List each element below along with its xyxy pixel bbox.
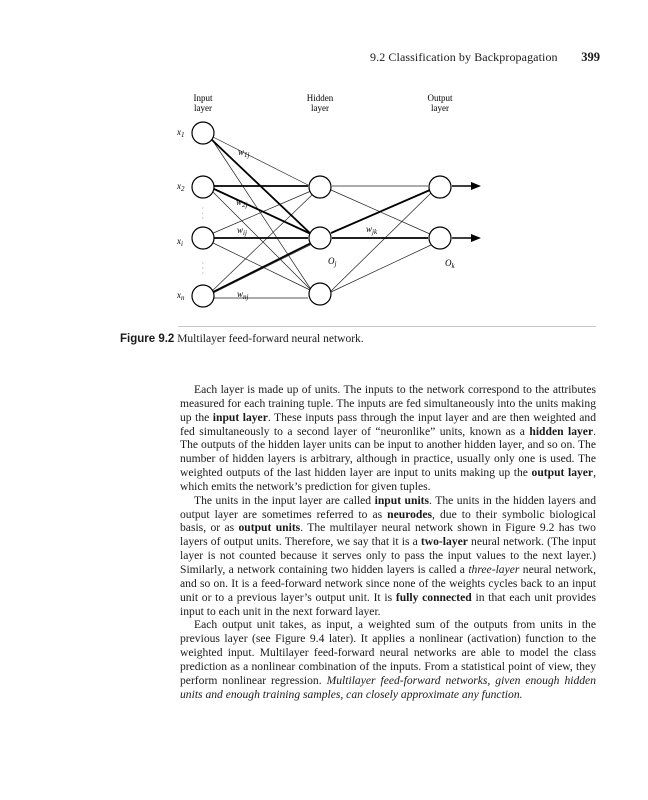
- edge-h3-o1: [331, 193, 431, 291]
- output-layer-label-2: layer: [431, 103, 449, 113]
- page-number: 399: [581, 50, 600, 64]
- hidden-node-3: [309, 283, 331, 305]
- label-w2j: $w_{2j}$: [236, 197, 248, 209]
- text-run: neural network. (The input layer is not counted because it serves only to pass the input values to the next layer.) Similarly, a network containing two hidden layers is called a: [180, 535, 596, 576]
- paragraph-1: [180, 383, 596, 494]
- caption-label: Figure 9.2: [120, 333, 175, 345]
- text-run: Each layer is made up of units. The inputs to the network correspond to the attributes measured for each training tuple. The inputs are fed simultaneously into the units making up the: [180, 383, 596, 424]
- text-run: output units: [238, 521, 301, 535]
- text-run: fully connected: [395, 590, 472, 604]
- running-head: [370, 50, 600, 65]
- caption-text: Multilayer feed-forward neural network.: [177, 333, 364, 345]
- edge-xn-h1: [211, 194, 313, 292]
- hidden-node-j: [309, 227, 331, 249]
- output-arrow-head-1: [471, 182, 481, 190]
- text-run: Multilayer feed-forward networks, given enough hidden units and enough training samples, can closely approximate any function.: [180, 673, 597, 701]
- output-node-1: [429, 176, 451, 198]
- text-run: three-layer: [468, 562, 520, 576]
- neural-network-figure: [170, 85, 500, 315]
- input-layer-label: Input: [193, 93, 213, 103]
- text-run: . The outputs of the hidden layer units can be input to another hidden layer, and so on. The number of hidden layers is arbitrary, although in practice, usually only one is used. The weighted outputs of the last hidden layer are input to units making up the: [180, 424, 597, 480]
- text-run: in that each unit provides input to each unit in the next forward layer.: [180, 590, 597, 618]
- paragraph-2: [180, 494, 596, 619]
- edge-x1-oj: [211, 139, 312, 235]
- ellipsis-upper: · · ·: [199, 207, 205, 219]
- text-run: The units in the input layer are called: [194, 493, 375, 507]
- weighted-connections-to-oj: [211, 139, 312, 293]
- running-title: 9.2 Classification by Backpropagation: [370, 50, 558, 64]
- edge-x2-h3: [211, 190, 311, 290]
- edge-h3-o2: [331, 245, 431, 292]
- text-run: . These inputs pass through the input layer and are then weighted and fed simultaneously to a second layer of “neuronlike” units, known as a: [180, 410, 596, 438]
- body-text: [180, 383, 596, 701]
- output-arrow-head-2: [471, 234, 481, 242]
- text-run: input layer: [212, 410, 268, 424]
- text-run: output layer: [531, 466, 594, 480]
- input-node-x1: [192, 122, 214, 144]
- edge-xn-h2: [211, 244, 312, 294]
- hidden-layer-label-2: layer: [311, 103, 329, 113]
- text-run: Each output unit takes, as input, a weighted sum of the outputs from units in the previous layer (see Figure 9.4 later). It applies a nonlinear (activation) function to the weighted input. Multilayer feed-forward neural networks are able to model the class prediction as a nonlinear combination of the inputs. From a statistical point of view, they perform nonlinear regression.: [180, 618, 596, 687]
- text-run: . The units in the hidden layers and output layer are sometimes referred to as: [180, 493, 596, 521]
- edge-xn-oj: [211, 243, 311, 293]
- text-run: neural network, and so on. It is a feed-forward network since none of the weights cycles back to an input unit or to a previous layer’s output unit. It is: [180, 562, 596, 604]
- label-w1j: $w_{1j}$: [238, 147, 250, 159]
- label-xn: $x_n$: [177, 290, 185, 302]
- hidden-layer-label: Hidden: [306, 93, 334, 103]
- input-node-xn: [192, 285, 214, 307]
- label-wjk: $w_{jk}$: [366, 224, 378, 236]
- text-run: input units: [374, 493, 430, 507]
- input-node-xi: [192, 227, 214, 249]
- label-xi: $x_i$: [177, 236, 183, 248]
- text-run: neurodes: [387, 507, 433, 521]
- label-wij: $w_{ij}$: [237, 225, 247, 237]
- text-run: , which emits the network’s prediction for given tuples.: [180, 466, 596, 493]
- caption-rule: [178, 326, 596, 327]
- text-run: two-layer: [420, 535, 468, 549]
- weighted-connections-from-oj: [331, 190, 430, 238]
- input-node-x2: [192, 176, 214, 198]
- text-run: . The multilayer neural network shown in Figure 9.2 has two layers of output units. Therefore, we say that it is a: [180, 521, 596, 549]
- label-x2: $x_2$: [177, 181, 185, 193]
- hidden-output-connections: [331, 186, 431, 292]
- output-layer-label: Output: [427, 93, 453, 103]
- input-hidden-connections: [211, 136, 313, 298]
- text-run: , due to their symbolic biological basis, or as: [180, 507, 596, 535]
- label-oj: $O_j$: [328, 256, 337, 268]
- output-arrows: [452, 182, 481, 242]
- ellipsis-lower: · · ·: [199, 262, 205, 274]
- hidden-node-1: [309, 176, 331, 198]
- input-layer-label-2: layer: [194, 103, 212, 113]
- label-wnj: $w_{nj}$: [237, 289, 249, 301]
- paragraph-3: [180, 618, 596, 701]
- text-run: hidden layer: [529, 424, 594, 438]
- figure-caption: [120, 333, 364, 345]
- output-node-k: [429, 227, 451, 249]
- label-x1: $x_1$: [177, 127, 185, 139]
- label-ok: $O_k$: [445, 258, 455, 270]
